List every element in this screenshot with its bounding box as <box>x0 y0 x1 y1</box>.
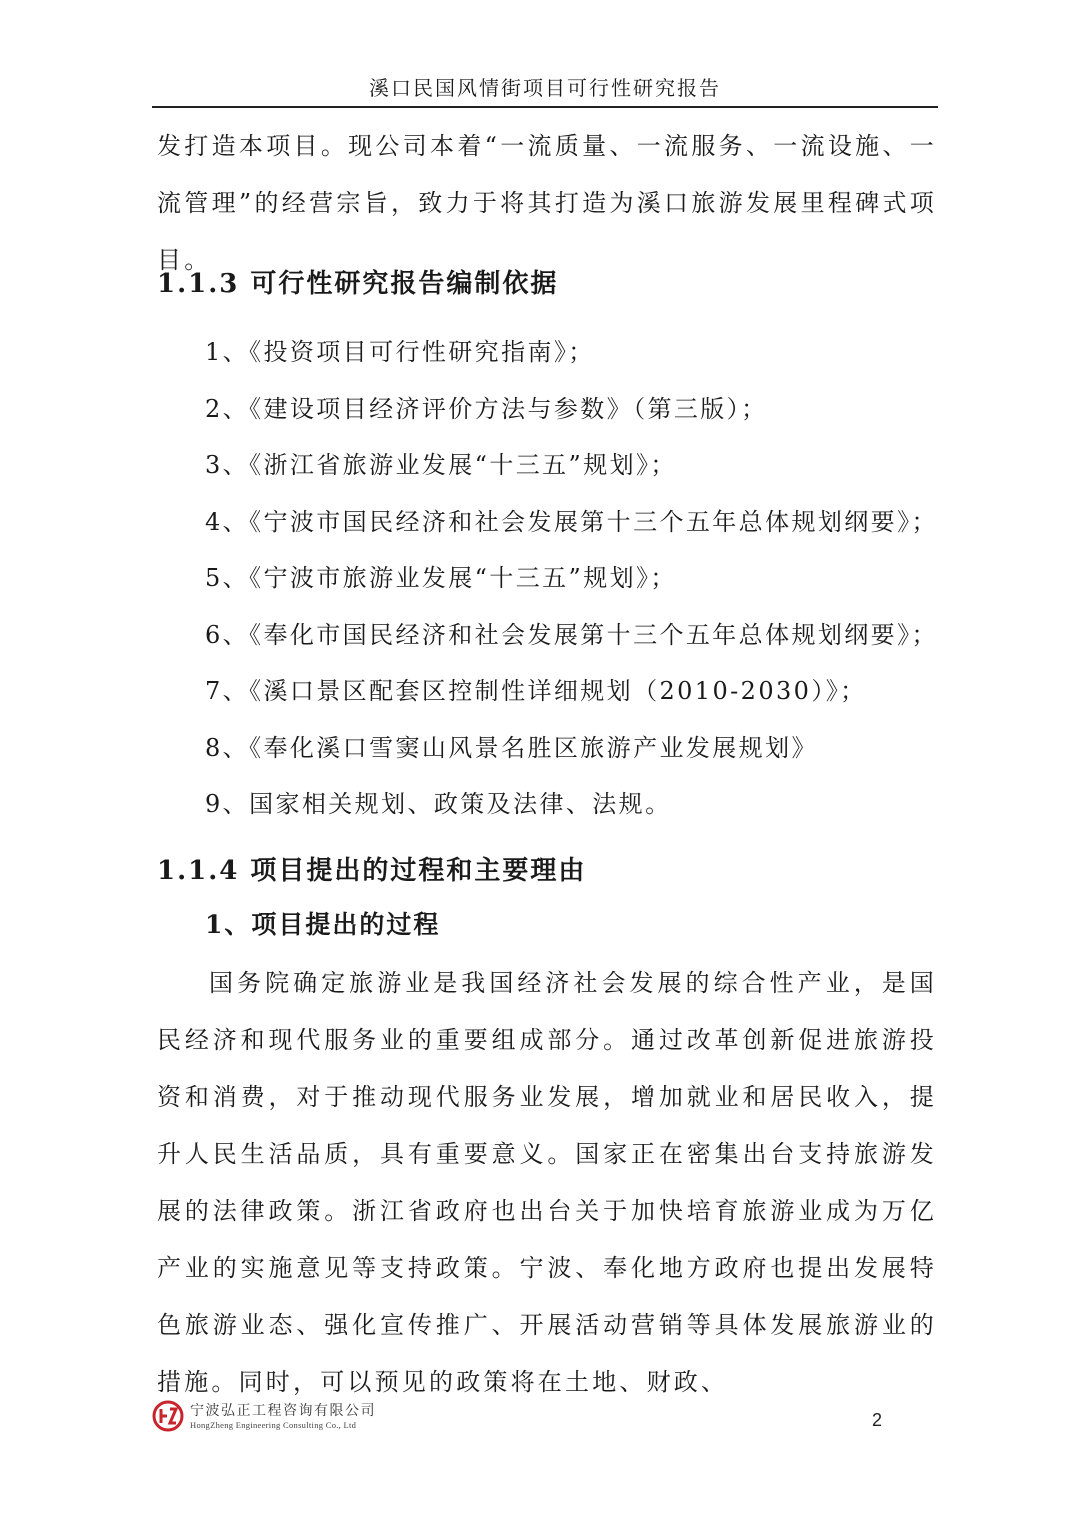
list-item: 5、《宁波市旅游业发展“十三五”规划》； <box>205 564 677 592</box>
footer-company-en: HongZheng Engineering Consulting Co., Ltd <box>190 1420 357 1430</box>
section-114-title: 1.1.4 项目提出的过程和主要理由 <box>157 856 587 886</box>
list-item: 1、《投资项目可行性研究指南》； <box>205 338 595 366</box>
page-number: 2 <box>872 1410 883 1430</box>
list-item: 3、《浙江省旅游业发展“十三五”规划》； <box>205 451 677 479</box>
page-header <box>152 70 938 108</box>
list-item: 2、《建设项目经济评价方法与参数》（第三版）； <box>205 394 768 423</box>
basis-list <box>205 324 938 833</box>
intro-paragraph: 发打造本项目。现公司本着“一流质量、一流服务、一流设施、一流管理”的经营宗旨，致力于将其打造为溪口旅游发展里程碑式项目。 <box>157 132 937 274</box>
list-item: 9、国家相关规划、政策及法律、法规。 <box>205 790 672 818</box>
list-item: 4、《宁波市国民经济和社会发展第十三个五年总体规划纲要》； <box>205 507 938 536</box>
section-113-title: 1.1.3 可行性研究报告编制依据 <box>157 269 559 299</box>
section-114-paragraph: 国务院确定旅游业是我国经济社会发展的综合性产业，是国民经济和现代服务业的重要组成部分。通过改革创新促进旅游投资和消费，对于推动现代服务业发展，增加就业和居民收入，提升人民生活品质，具有重要意义。国家正在密集出台支持旅游发展的法律政策。浙江省政府也出台关于加快培育旅游业成为万亿产业的实施意见等支持政策。宁波、奉化地方政府也提出发展特色旅游业态、强化宣传推广、开展活动营销等具体发展旅游业的措施。同时，可以预见的政策将在土地、财政、 <box>157 969 937 1396</box>
list-item: 6、《奉化市国民经济和社会发展第十三个五年总体规划纲要》； <box>205 620 938 649</box>
list-item: 7、《溪口景区配套区控制性详细规划（2010-2030）》； <box>205 677 867 705</box>
list-item: 8、《奉化溪口雪窦山风景名胜区旅游产业发展规划》 <box>205 733 818 762</box>
section-114-subtitle: 1、项目提出的过程 <box>205 910 441 939</box>
company-logo-icon <box>152 1400 184 1432</box>
footer-company-cn: 宁波弘正工程咨询有限公司 <box>190 1403 376 1419</box>
header-title: 溪口民国风情街项目可行性研究报告 <box>369 76 721 100</box>
